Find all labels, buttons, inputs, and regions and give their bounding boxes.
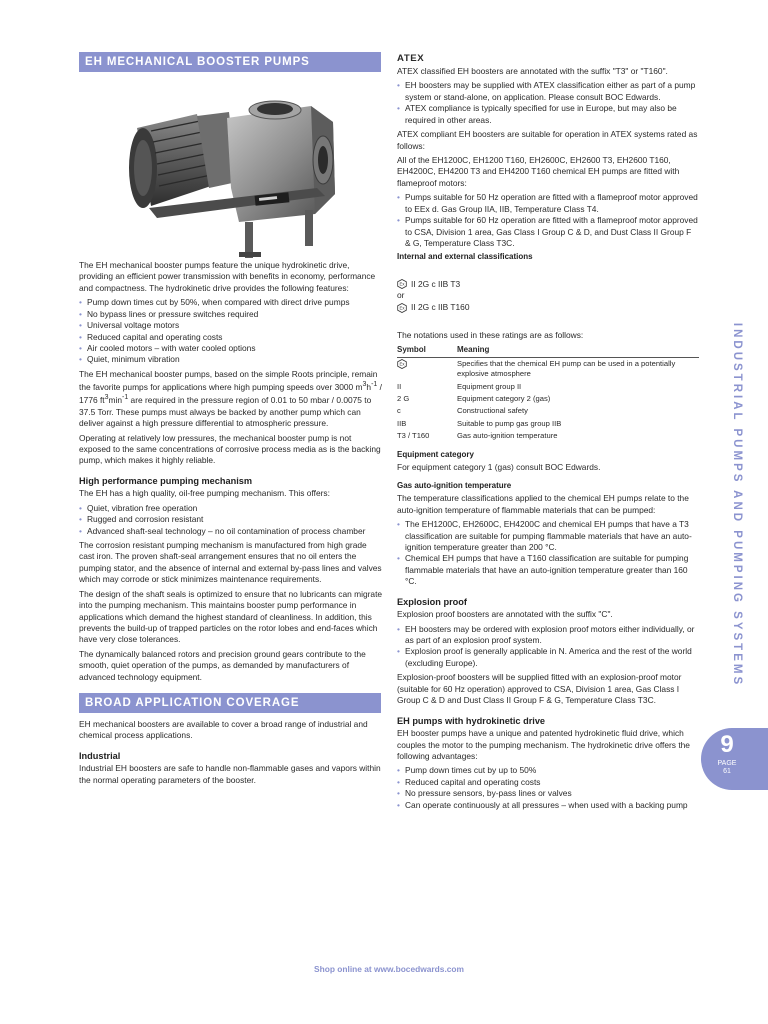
rotors-paragraph: The dynamically balanced rotors and precision ground gears contribute to the smooth, quiet operation of the pumps, as demanded by manufacturers of advanced technology equipment.: [79, 648, 366, 682]
notations-paragraph: The notations used in these ratings are as follows:: [397, 329, 584, 340]
classification-t160: II 2G c IIB T160: [411, 301, 470, 312]
ex-hexagon-icon: [397, 359, 407, 369]
list-item: • Reduced capital and operating costs: [397, 777, 699, 788]
list-item: • Universal voltage motors: [79, 320, 383, 331]
industrial-heading: Industrial: [79, 750, 121, 761]
table-row: [397, 418, 699, 430]
gas-ignition-list: [397, 519, 699, 588]
table-cell-symbol: IIB: [397, 418, 407, 428]
list-item: • Advanced shaft-seal technology – no oil contamination of process chamber: [79, 526, 383, 537]
list-item: • No bypass lines or pressure switches required: [79, 309, 383, 320]
list-item: • ATEX compliance is typically specified for use in Europe, but may also be required in other areas.: [397, 103, 699, 126]
table-cell-symbol: 2 G: [397, 393, 410, 403]
atex-heading: ATEX: [397, 53, 425, 64]
list-item: • Quiet, vibration free operation: [79, 503, 383, 514]
atex-list: [397, 80, 699, 126]
mechanism-heading: High performance pumping mechanism: [79, 475, 253, 486]
list-item: • Pump down times cut by up to 50%: [397, 765, 699, 776]
list-item: • Quiet, minimum vibration: [79, 354, 383, 365]
hydrokinetic-heading: EH pumps with hydrokinetic drive: [397, 715, 546, 726]
list-item: • Can operate continuously at all pressures – when used with a backing pump: [397, 800, 699, 811]
table-cell-meaning: Suitable to pump gas group IIB: [457, 418, 562, 428]
atex-compliant-paragraph: ATEX compliant EH boosters are suitable for operation in ATEX systems rated as follows:: [397, 129, 698, 151]
list-item: • Reduced capital and operating costs: [79, 332, 383, 343]
page-number: PAGE 61: [717, 760, 737, 776]
atex-intro: ATEX classified EH boosters are annotated with the suffix "T3" or "T160".: [397, 66, 668, 77]
table-row: [397, 381, 699, 393]
list-item: • Rugged and corrosion resistant: [79, 514, 383, 525]
list-item: • EH boosters may be supplied with ATEX classification either as part of a pump system or stand-alone, on application. Please consult BOC Edwards.: [397, 80, 699, 103]
list-item: • No pressure sensors, by-pass lines or valves: [397, 788, 699, 799]
intro-paragraph: The EH mechanical booster pumps feature the unique hydrokinetic drive, providing an efficient power transmission with benefits in economy, performance and compactness. The hydrokinetic drive provides the following features:: [79, 260, 376, 293]
table-cell-symbol: T3 / T160: [397, 430, 430, 440]
mechanism-list: [79, 503, 383, 537]
low-pressure-paragraph: Operating at relatively low pressures, the mechanical booster pump is not exposed to the same concentrations of corrosive process media as is the backing pump, which makes it highly reliable.: [79, 432, 381, 466]
table-header-meaning: Meaning: [457, 344, 699, 357]
list-item: • Pumps suitable for 60 Hz operation are fitted with a flameproof motor approved to CSA, Division 1 area, Gas Class I Group C & D, and Dust Class II Group F & G, Temperature Class T3C.: [397, 215, 699, 249]
gas-ignition-heading: Gas auto-ignition temperature: [397, 481, 512, 491]
industrial-paragraph: Industrial EH boosters are safe to handle non-flammable gases and vapors within the normal operating parameters of the booster.: [79, 763, 381, 785]
table-cell-meaning: Equipment group II: [457, 381, 522, 391]
table-row: [397, 357, 699, 380]
table-cell-symbol: [397, 357, 457, 380]
classification-or: or: [397, 290, 405, 301]
footer-shop-link[interactable]: Shop online at www.bocedwards.com: [314, 964, 464, 974]
table-row: [397, 430, 699, 442]
table-cell-meaning: Constructional safety: [457, 406, 528, 416]
table-cell-meaning: Specifies that the chemical EH pump can be used in a potentially explosive atmosphere: [457, 358, 676, 379]
table-cell-symbol: c: [397, 406, 401, 416]
symbol-table: [397, 344, 699, 442]
list-item: • The EH1200C, EH2600C, EH4200C and chemical EH pumps that have a T3 classification are suitable for pumping flammable materials that have an auto-ignition temperature greater than 200 °C.: [397, 519, 699, 553]
list-item: • Chemical EH pumps that have a T160 classification are suitable for pumping flammable materials that have an auto-ignition temperature greater than 160 °C.: [397, 553, 699, 587]
pump-photo: [79, 76, 383, 260]
list-item: • EH boosters may be ordered with explosion proof motors either individually, or as part of an explosion proof system.: [397, 624, 699, 647]
gas-ignition-paragraph: The temperature classifications applied to the chemical EH pumps relate to the auto-ignition temperature of flammable materials that can be pumped:: [397, 493, 689, 515]
svg-text:Ex: Ex: [399, 361, 405, 367]
list-item: • Pump down times cut by 50%, when compared with direct drive pumps: [79, 297, 383, 308]
left-column: [79, 52, 383, 789]
table-row: [397, 405, 699, 417]
classification-t3: II 2G c IIB T3: [411, 278, 461, 289]
seals-paragraph: The design of the shaft seals is optimized to ensure that no lubricants can migrate into the pumping mechanism. This maintains booster pump performance in applications which demand the highest standard of cleanliness. In addition, this prevents the build-up of trapped particles on the rotor lobes and end-faces which have very close tolerances.: [79, 588, 383, 645]
classification-row: [397, 278, 699, 290]
svg-text:Ex: Ex: [399, 305, 405, 311]
hydrokinetic-list: [397, 765, 699, 811]
feature-list: [79, 297, 383, 366]
page-tab: [701, 728, 768, 790]
section-side-label: INDUSTRIAL PUMPS AND PUMPING SYSTEMS: [730, 322, 743, 687]
table-cell-symbol: II: [397, 381, 402, 391]
table-cell-meaning: Gas auto-ignition temperature: [457, 430, 558, 440]
ex-hexagon-icon: [397, 279, 407, 289]
pump-illustration-icon: [79, 76, 383, 260]
explosion-proof-list: [397, 624, 699, 670]
models-paragraph: All of the EH1200C, EH1200 T160, EH2600C, EH2600 T3, EH2600 T160, EH4200C, EH4200 T3 and EH4200 T160 chemical EH pumps are fitted with flameproof motors:: [397, 155, 680, 188]
explosion-proof-heading: Explosion proof: [397, 596, 467, 607]
broad-paragraph: EH mechanical boosters are available to cover a broad range of industrial and chemical process applications.: [79, 719, 368, 741]
section-banner-application-coverage: BROAD APPLICATION COVERAGE: [79, 693, 381, 713]
hydrokinetic-paragraph: EH booster pumps have a unique and patented hydrokinetic fluid drive, which couples the motor to the pumping mechanism. The hydrokinetic drive offers the following advantages:: [397, 728, 690, 761]
chapter-number: 9: [720, 731, 734, 758]
list-item: • Air cooled motors – with water cooled options: [79, 343, 383, 354]
svg-text:Ex: Ex: [399, 281, 405, 287]
table-header-symbol: Symbol: [397, 344, 457, 357]
roots-paragraph: The EH mechanical booster pumps, based on the simple Roots principle, remain the favorite pumps for applications where high pumping speeds over 3000 $m^3h^{-1} / 1776$ $ft^3\min^{-1}$ are required in the pressure region of 0.01 to 50 mbar / 0.0075 to 37.5 Torr. These pumps must always be backed by another pump which can deliver against a high pressure differential to atmospheric pressure.: [79, 368, 382, 429]
corrosion-paragraph: The corrosion resistant pumping mechanism is manufactured from high grade cast iron. The proven shaft-seal arrangement ensures that no oil enters the pumping stator, and the absence of internal and external by-pass lines and valves which may corrode or stick minimizes maintenance requirements.: [79, 539, 382, 585]
list-item: • Pumps suitable for 50 Hz operation are fitted with a flameproof motor approved to EEx d. Gas Group IIA, IIB, Temperature Class T4.: [397, 192, 699, 215]
ex-hexagon-icon: [397, 303, 407, 313]
right-column: [397, 52, 699, 814]
classifications-heading: Internal and external classifications: [397, 252, 533, 262]
equipment-category-heading: Equipment category: [397, 450, 474, 460]
list-item: • Explosion proof is generally applicable in N. America and the rest of the world (excluding Europe).: [397, 646, 699, 669]
mechanism-intro: The EH has a high quality, oil-free pumping mechanism. This offers:: [79, 488, 330, 499]
explosion-proof-paragraph: Explosion proof boosters are annotated with the suffix "C".: [397, 609, 613, 620]
classification-row: [397, 302, 699, 314]
table-cell-meaning: Equipment category 2 (gas): [457, 393, 551, 403]
section-banner-booster-pumps: EH MECHANICAL BOOSTER PUMPS: [79, 52, 381, 72]
explosion-csa-paragraph: Explosion-proof boosters will be supplied fitted with an explosion-proof motor (suitable for 60 Hz operation) approved to CSA, Division 1 area, Gas Class I Group C & D and Dust Class II Group F & G, Temperature Class T3C.: [397, 672, 682, 706]
flameproof-list: [397, 192, 699, 249]
table-row: [397, 393, 699, 405]
equipment-category-paragraph: For equipment category 1 (gas) consult BOC Edwards.: [397, 462, 601, 473]
table-header-row: [397, 344, 699, 357]
